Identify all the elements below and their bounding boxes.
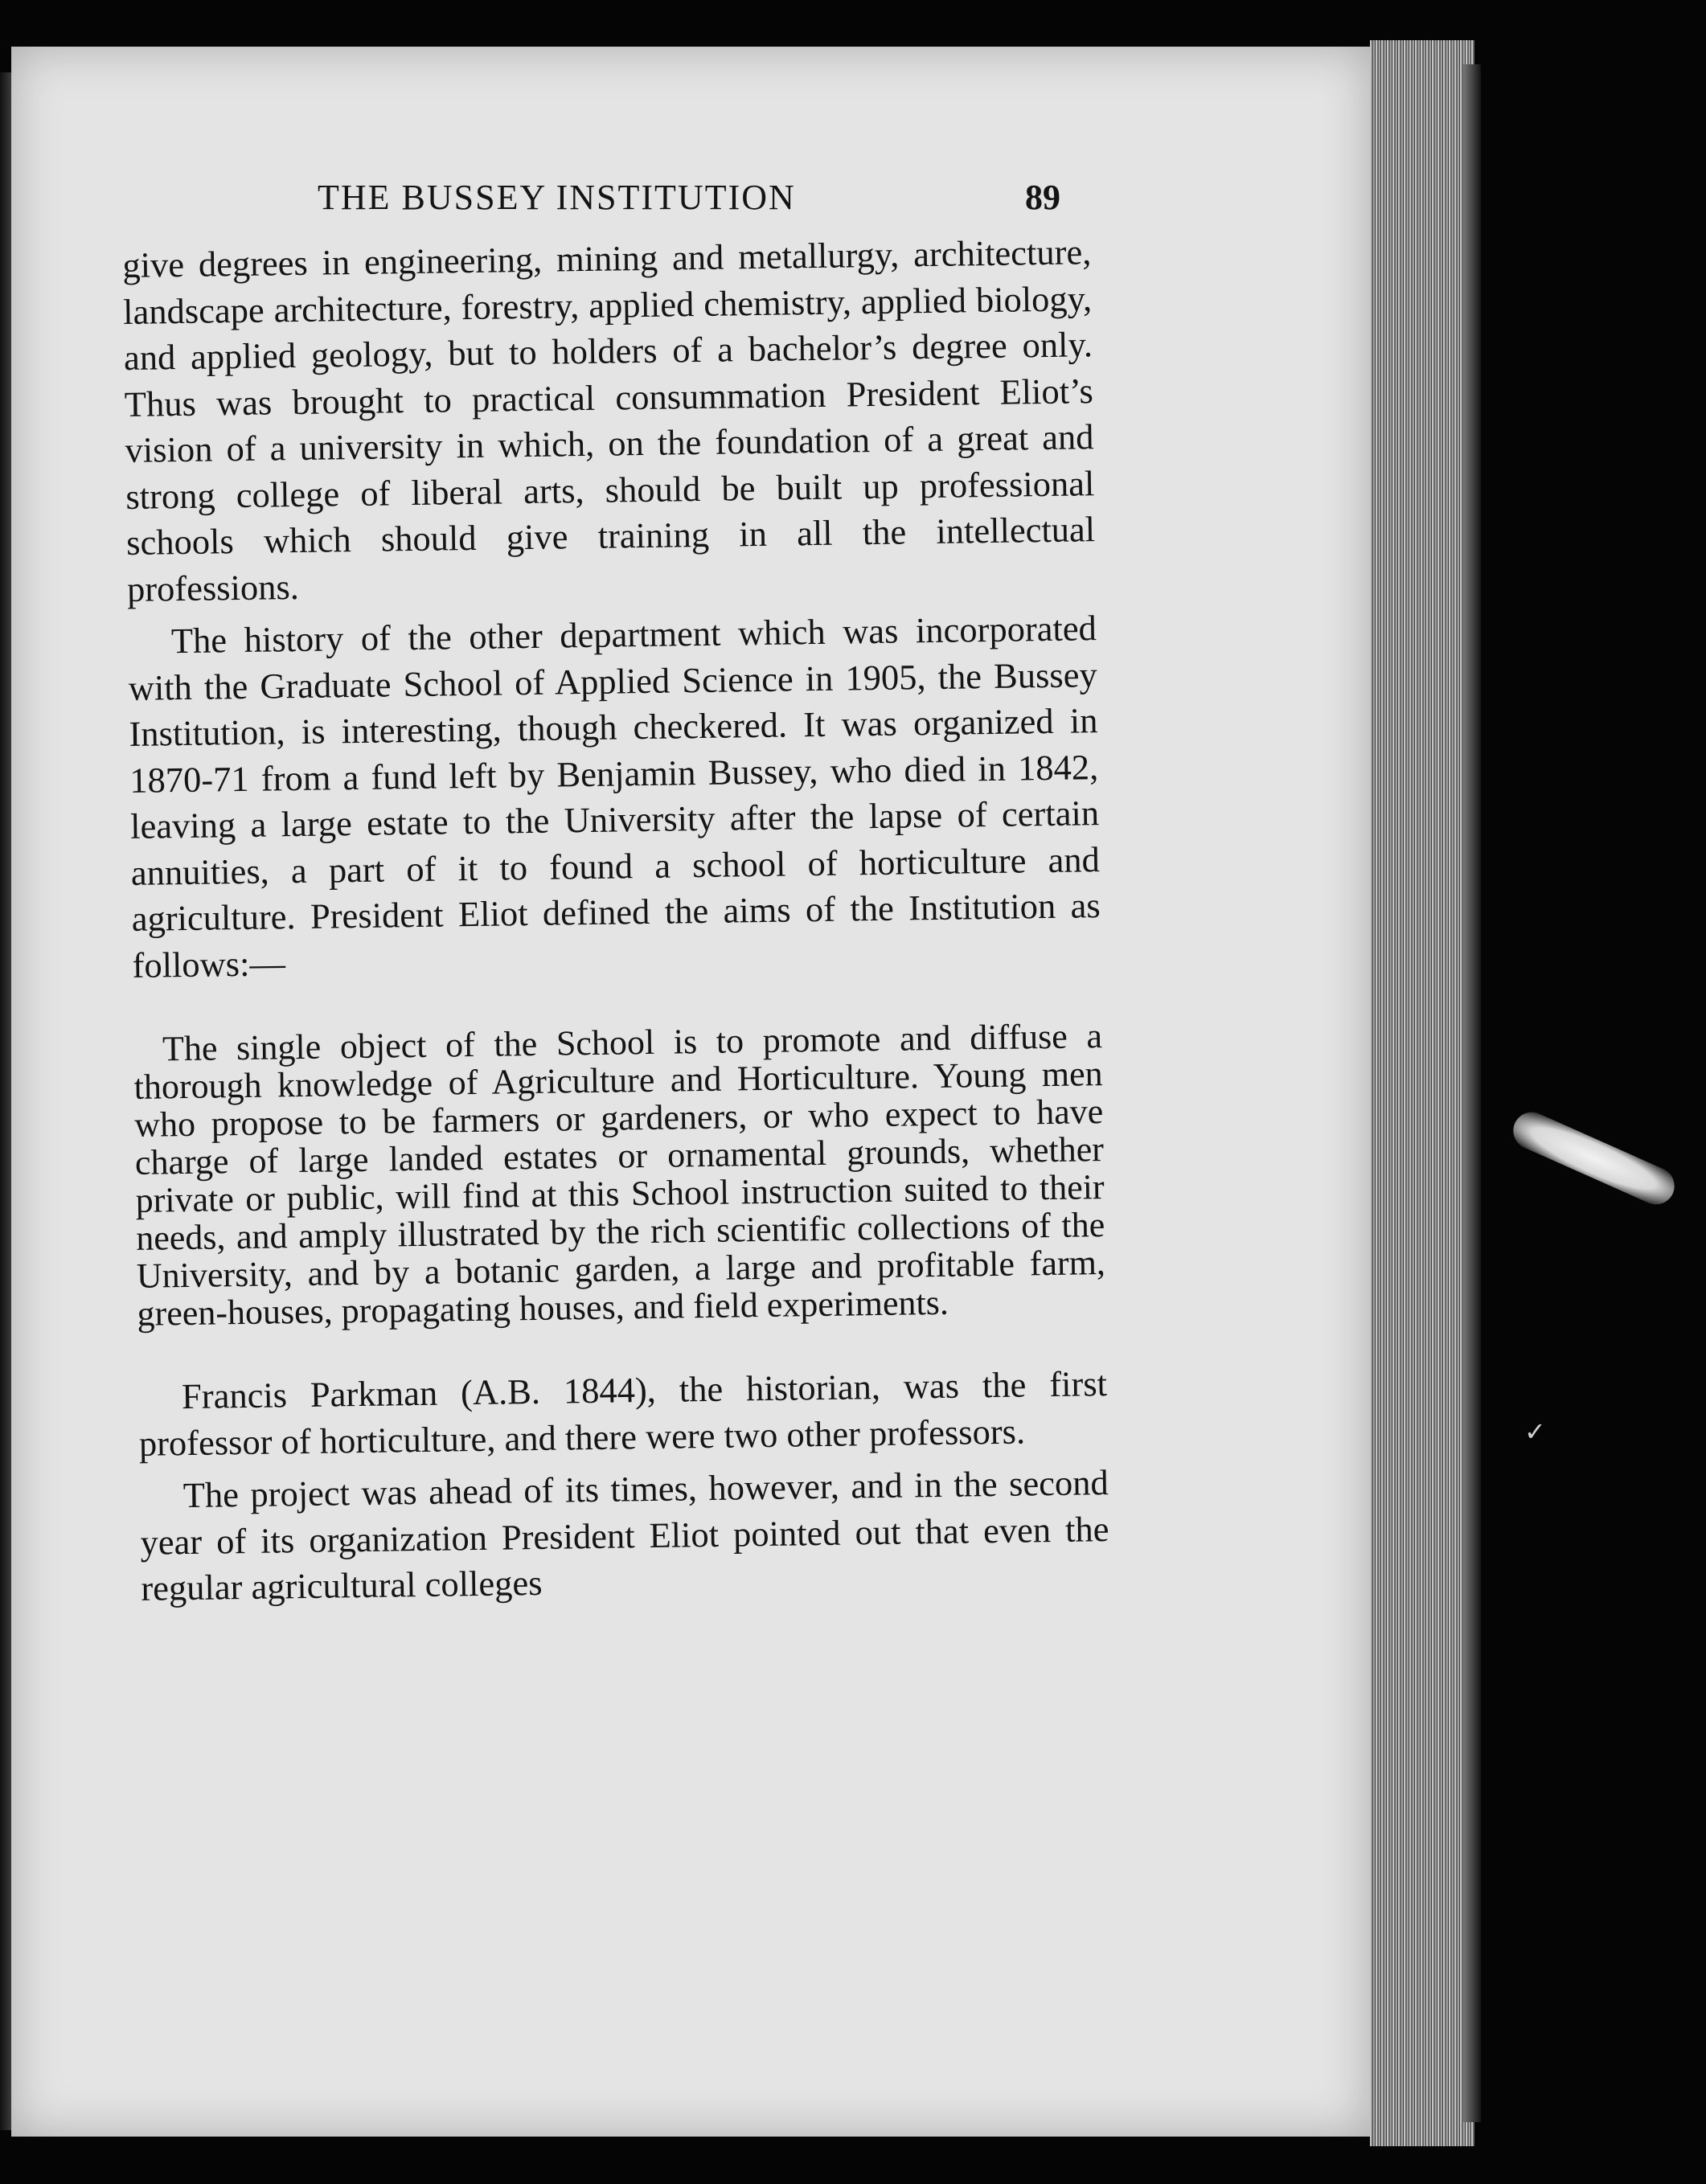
page-stack-shadow [1463,64,1481,2122]
running-header [121,161,1085,217]
paragraph-project: The project was ahead of its times, however, and in the second year of its organization President Eliot pointed out that even the regular agricultural colleges [140,1462,1109,1608]
check-mark-icon: ✓ [1524,1416,1546,1447]
page-number: 89 [1025,178,1060,217]
paragraph-history: The history of the other department which was incorporated with the Graduate School of Applied Science in 1905, the Bussey Institution, is interesting, though checkered. It was organized in 1870-71 from a fund left by Benjamin Bussey, who died in 1842, leaving a large estate to the University after the lapse of certain annuities, a part of it to found a school of horticulture and agriculture. President Eliot defined the aims of the Institution as follows:— [128,608,1101,985]
block-quotation: The single object of the School is to promote and diffuse a thorough knowledge of Agriculture and Horticulture. Young men who propose to be farmers or gardeners, or who expect to have charge of large landed estates or ornamental grounds, whether private or public, will find at this School instruction suited to their needs, and amply illustrated by the rich scientific collections of the University, and by a botanic garden, a large and profitable farm, green-houses, propagating houses, and field experiments. [133,1016,1106,1334]
paragraph-continued: give degrees in engineering, mining and metallurgy, architecture, landscape architecture, forestry, applied chemistry, applied biology, and applied geology, but to holders of a bachelor’s degree only. Thus was brought to practical consummation President Eliot’s vision of a university in which, on the foundation of a great and strong college of liberal arts, should be built up professional schools which should give training in all the intellectual professions. [122,232,1096,609]
page-stack-edges [1370,40,1474,2146]
running-title: THE BUSSEY INSTITUTION [318,178,796,217]
page-body [122,229,1110,1612]
paragraph-parkman: Francis Parkman (A.B. 1844), the historian, was the first professor of horticulture, and there were two other professors. [138,1363,1108,1464]
binding-edge [0,72,11,2130]
